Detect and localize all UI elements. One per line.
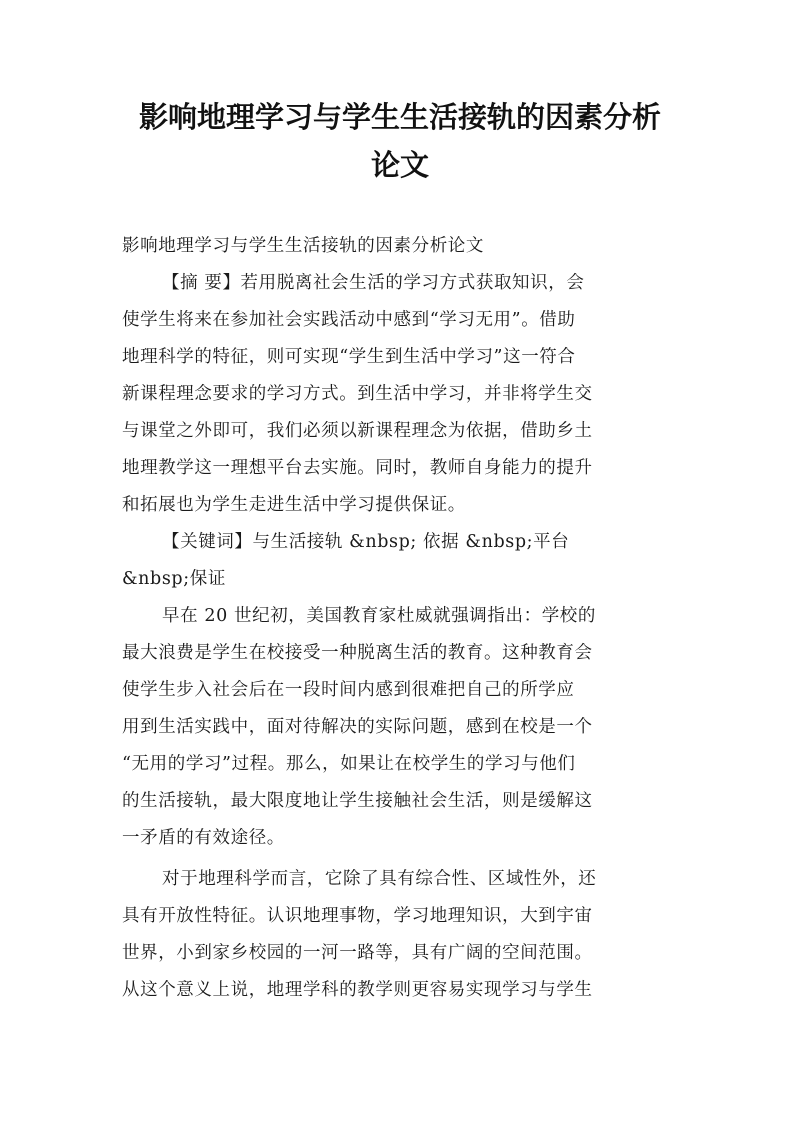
paragraph-line: 世界，小到家乡校园的一河一路等，具有广阔的空间范围。 — [122, 943, 593, 963]
abstract-line: 【摘 要】若用脱离社会生活的学习方式获取知识，会 — [162, 273, 585, 293]
paragraph-line: 对于地理科学而言，它除了具有综合性、区域性外，还 — [162, 869, 597, 889]
abstract-line: 与课堂之外即可，我们必须以新课程理念为依据，借助乡土 — [122, 421, 593, 441]
paragraph-line: 用到生活实践中，面对待解决的实际问题，感到在校是一个 — [122, 717, 593, 737]
document-body — [122, 228, 682, 1009]
document-title — [100, 93, 700, 189]
keywords-line: 【关键词】与生活接轨 &nbsp; 依据 &nbsp;平台 — [162, 532, 570, 552]
abstract-line: 新课程理念要求的学习方式。到生活中学习，并非将学生交 — [122, 384, 593, 404]
title-line-1: 影响地理学习与学生生活接轨的因素分析 — [138, 100, 661, 134]
paragraph-line: 具有开放性特征。认识地理事物，学习地理知识，大到宇宙 — [122, 906, 593, 926]
paragraph-line: 早在 20 世纪初，美国教育家杜威就强调指出：学校的 — [162, 606, 596, 626]
paragraph-line: 一矛盾的有效途径。 — [122, 828, 285, 848]
paragraph-line: 的生活接轨，最大限度地让学生接触社会生活，则是缓解这 — [122, 791, 593, 811]
abstract-line: 地理科学的特征，则可实现“学生到生活中学习”这一符合 — [122, 347, 576, 367]
abstract-line: 和拓展也为学生走进生活中学习提供保证。 — [122, 495, 466, 515]
subtitle-line: 影响地理学习与学生生活接轨的因素分析论文 — [122, 236, 484, 256]
paragraph-line: 最大浪费是学生在校接受一种脱离生活的教育。这种教育会 — [122, 643, 593, 663]
title-line-2: 论文 — [370, 148, 429, 182]
abstract-line: 地理教学这一理想平台去实施。同时，教师自身能力的提升 — [122, 458, 593, 478]
abstract-line: 使学生将来在参加社会实践活动中感到“学习无用”。借助 — [122, 310, 576, 330]
paragraph-line: 使学生步入社会后在一段时间内感到很难把自己的所学应 — [122, 680, 575, 700]
paragraph-line: 从这个意义上说，地理学科的教学则更容易实现学习与学生 — [122, 980, 593, 1000]
keywords-line: &nbsp;保证 — [122, 569, 226, 589]
paragraph-line: “无用的学习”过程。那么，如果让在校学生的学习与他们 — [122, 754, 576, 774]
